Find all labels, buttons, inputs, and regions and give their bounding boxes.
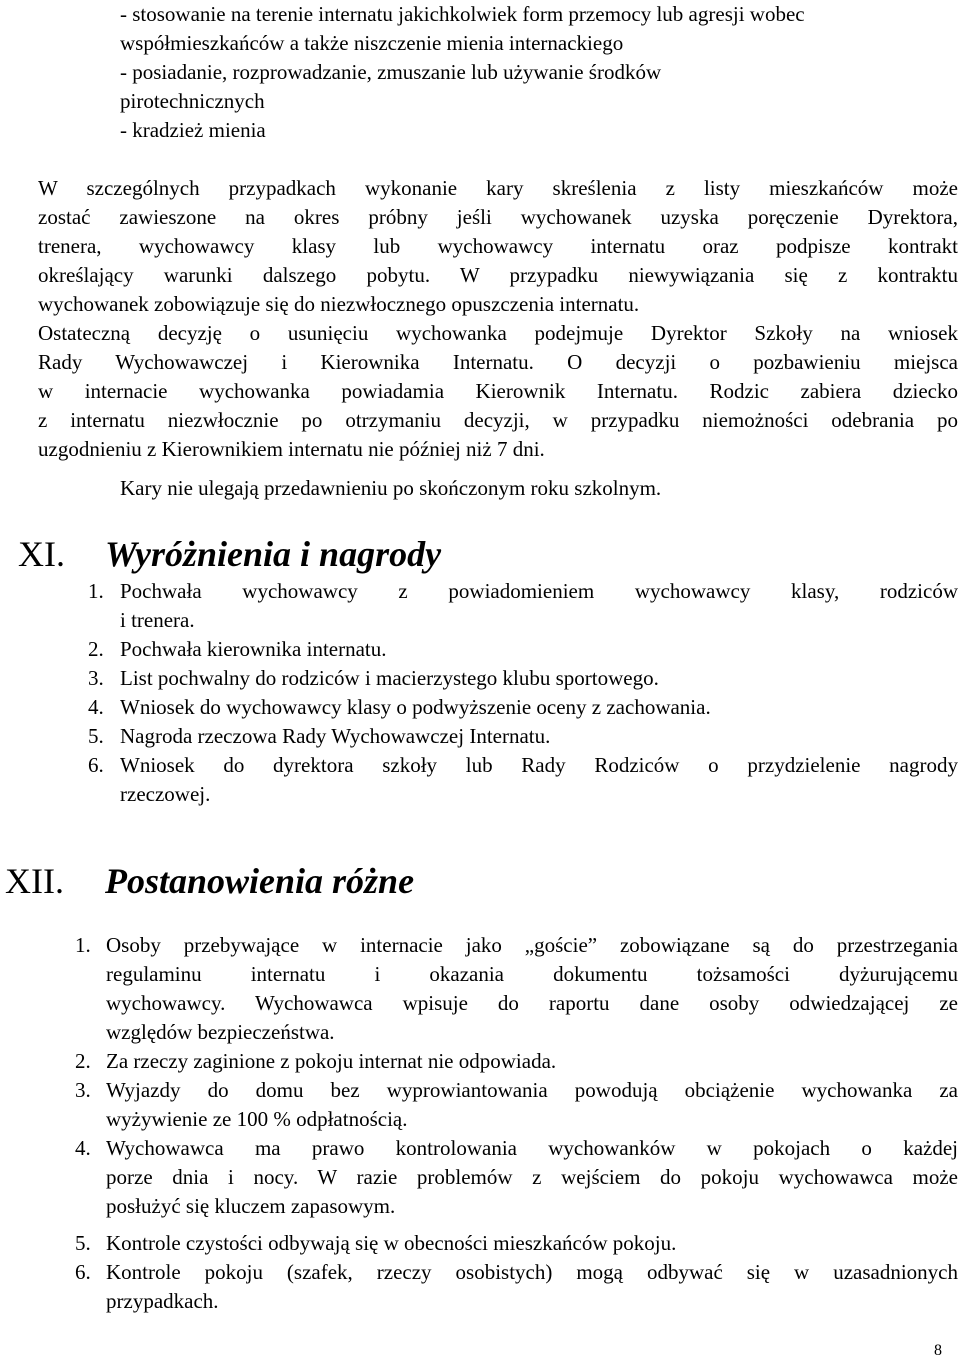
section-xi-title: Wyróżnienia i nagrody [105,534,442,574]
list-item-line: posłużyć się kluczem zapasowym. [106,1194,396,1218]
list-item-line: przypadkach. [106,1289,219,1313]
section-xii-title-wrap [105,861,414,901]
paragraph-line: Ostateczną decyzję o usunięciu wychowanka podejmuje Dyrektor Szkoły na wniosek [38,321,958,345]
list-item-line: rzeczowej. [120,782,211,806]
kary-note: Kary nie ulegają przedawnieniu po skończonym roku szkolnym. [120,476,662,500]
list-item-text [120,635,958,664]
list-item-line: Za rzeczy zaginione z pokoju internat nie odpowiada. [106,1049,557,1073]
list-item-text [120,722,958,751]
list-item-line: Pochwała kierownika internatu. [120,637,387,661]
paragraph-line: wychowanek zobowiązuje się do niezwłocznego opuszczenia internatu. [38,292,640,316]
list-item-number: 6. [88,753,104,777]
list-item-line: Wychowawca ma prawo kontrolowania wychowanków w pokojach o każdej [106,1136,958,1160]
section-xi-number: XI. [18,534,65,574]
list-item-text [120,751,958,809]
paragraph-line: trenera, wychowawcy klasy lub wychowawcy internatu oraz podpisze kontrakt [38,234,958,258]
list-item-line: i trenera. [120,608,195,632]
list-item-number: 2. [88,637,104,661]
section-xi-title-wrap [105,534,441,574]
list-item-text [120,577,958,635]
list-item-number: 4. [88,695,104,719]
list-item-number: 5. [75,1231,91,1255]
main-paragraph [38,174,958,464]
list-item-text [106,1134,958,1221]
list-item-line: względów bezpieczeństwa. [106,1020,335,1044]
list-item-line: porze dnia i nocy. W razie problemów z wejściem do pokoju wychowawca może [106,1165,958,1189]
list-item-line: Kontrole pokoju (szafek, rzeczy osobistych) mogą odbywać się w uzasadnionych [106,1260,958,1284]
list-item-line: Nagroda rzeczowa Rady Wychowawczej Internatu. [120,724,551,748]
list-item-text [120,693,958,722]
list-item-line: List pochwalny do rodziców i macierzystego klubu sportowego. [120,666,659,690]
intro-list-line: - posiadanie, rozprowadzanie, zmuszanie lub używanie środków [120,60,662,84]
section-xii-heading [5,861,64,901]
intro-list-line: pirotechnicznych [120,89,265,113]
paragraph-line: W szczególnych przypadkach wykonanie kary skreślenia z listy mieszkańców może [38,176,958,200]
paragraph-line: w internacie wychowanka powiadamia Kierownik Internatu. Rodzic zabiera dziecko [38,379,958,403]
list-item-line: wyżywienie ze 100 % odpłatnością. [106,1107,408,1131]
list-item-number: 4. [75,1136,91,1160]
list-item-line: Wniosek do dyrektora szkoły lub Rady Rodziców o przydzielenie nagrody [120,753,958,777]
list-item-number: 1. [88,579,104,603]
intro-list-line: - stosowanie na terenie internatu jakichkolwiek form przemocy lub agresji wobec [120,2,805,26]
intro-list-line: - kradzież mienia [120,118,266,142]
list-item-number: 5. [88,724,104,748]
list-item-line: Wniosek do wychowawcy klasy o podwyższenie oceny z zachowania. [120,695,711,719]
list-item-text [106,1076,958,1134]
list-item-line: Pochwała wychowawcy z powiadomieniem wychowawcy klasy, rodziców [120,579,958,603]
list-item-text [120,664,958,693]
list-item-line: regulaminu internatu i okazania dokumentu tożsamości dyżurującemu [106,962,958,986]
section-xi-heading [18,534,65,574]
paragraph-line: z internatu niezwłocznie po otrzymaniu decyzji, w przypadku niemożności odebrania po [38,408,958,432]
list-item-line: Osoby przebywające w internacie jako „goście” zobowiązane są do przestrzegania [106,933,958,957]
list-item-number: 6. [75,1260,91,1284]
paragraph-line: uzgodnieniu z Kierownikiem internatu nie później niż 7 dni. [38,437,545,461]
list-item-line: wychowawcy. Wychowawca wpisuje do raportu dane osoby odwiedzającej ze [106,991,958,1015]
paragraph-line: Rady Wychowawczej i Kierownika Internatu. O decyzji o pozbawieniu miejsca [38,350,958,374]
list-item-text [106,931,958,1047]
intro-list-line: współmieszkańców a także niszczenie mienia internackiego [120,31,624,55]
page-number: 8 [934,1342,942,1359]
list-item-line: Kontrole czystości odbywają się w obecności mieszkańców pokoju. [106,1231,677,1255]
list-item-text [106,1047,958,1076]
paragraph-line: określający warunki dalszego pobytu. W przypadku niewywiązania się z kontraktu [38,263,958,287]
list-item-text [106,1229,958,1258]
list-item-number: 3. [75,1078,91,1102]
section-xii-title: Postanowienia różne [105,861,415,901]
list-item-number: 2. [75,1049,91,1073]
list-item-number: 3. [88,666,104,690]
list-item-line: Wyjazdy do domu bez wyprowiantowania powodują obciążenie wychowanka za [106,1078,958,1102]
list-item-number: 1. [75,933,91,957]
list-item-text [106,1258,958,1316]
paragraph-line: zostać zawieszone na okres próbny jeśli wychowanek uzyska poręczenie Dyrektora, [38,205,958,229]
section-xii-number: XII. [5,861,64,901]
